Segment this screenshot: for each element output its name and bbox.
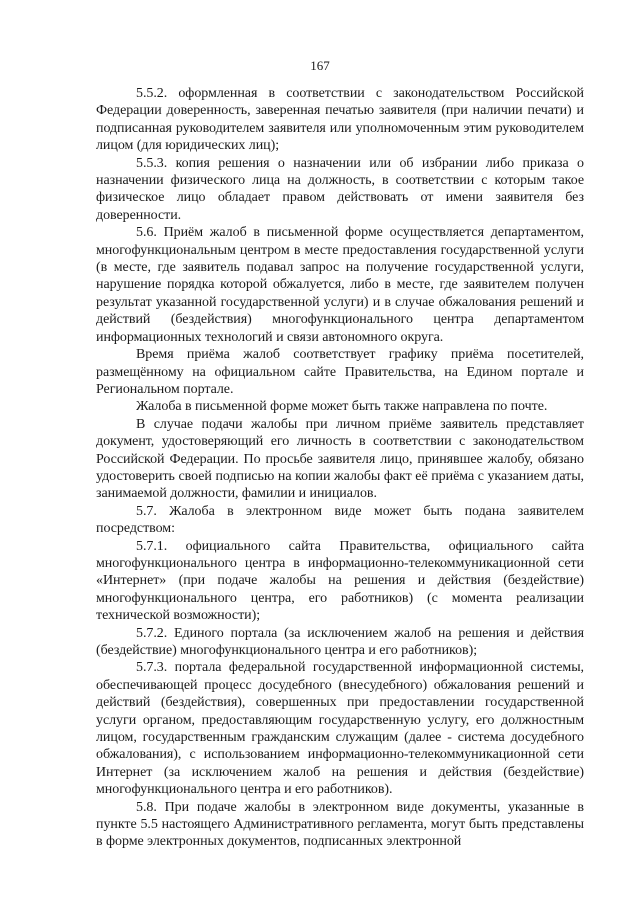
paragraph-5-7-2: 5.7.2. Единого портала (за исключением жалоб на решения и действия (бездействие) многофункционального центра и его работников); <box>96 625 584 658</box>
paragraph-5-7-1: 5.7.1. официального сайта Правительства, официального сайта многофункционального центра в информационно-телекоммуникационной сети «Интернет» (при подаче жалобы на решения и действия (бездействие) многофункционального центра, его работников) (с момента реализации технической возможности); <box>96 538 584 624</box>
paragraph-5-8: 5.8. При подаче жалобы в электронном виде документы, указанные в пункте 5.5 настоящего Административного регламента, могут быть представлены в форме электронных документов, подписанных электронной <box>96 799 584 850</box>
paragraph-5-5-2: 5.5.2. оформленная в соответствии с законодательством Российской Федерации доверенность, заверенная печатью заявителя (при наличии печати) и подписанная руководителем заявителя или уполномоченным этим руководителем лицом (для юридических лиц); <box>96 86 584 154</box>
paragraph-postal-submission: Жалоба в письменной форме может быть также направлена по почте. <box>136 399 548 415</box>
paragraph-5-7-3: 5.7.3. портала федеральной государственной информационной системы, обеспечивающей процесс досудебного (внесудебного) обжалования решений и действий (бездействия), совершенных при предоставлении государственной услуги органом, предоставляющим государственную услугу, его должностным лицом, государственным гражданским служащим (далее - система досудебного обжалования), с использованием информационно-телекоммуникационной сети Интернет (за исключением жалоб на решения и действия (бездействие) многофункционального центра и его работников). <box>96 660 584 798</box>
paragraph-reception-schedule: Время приёма жалоб соответствует графику приёма посетителей, размещённому на официальном сайте Правительства, на Едином портале и Региональном портале. <box>96 347 584 397</box>
paragraph-5-6: 5.6. Приём жалоб в письменной форме осуществляется департаментом, многофункциональным центром в месте предоставления государственной услуги (в месте, где заявитель подавал запрос на получение государственной услуги, нарушение порядка которой обжалуется, либо в месте, где заявителем получен результат указанной государственной услуги) и в случае обжалования решений и действий (бездействия) многофункционального центра департаментом информационных технологий и связи автономного округа. <box>96 225 584 345</box>
document-body <box>96 85 584 851</box>
paragraph-5-5-3: 5.5.3. копия решения о назначении или об избрании либо приказа о назначении физического лица на должность, в соответствии с которым такое физическое лицо обладает правом действовать от имени заявителя без доверенности. <box>96 155 584 223</box>
paragraph-5-7: 5.7. Жалоба в электронном виде может быть подана заявителем посредством: <box>96 503 584 537</box>
paragraph-personal-submission: В случае подачи жалобы при личном приёме заявитель представляет документ, удостоверяющий его личность в соответствии с законодательством Российской Федерации. По просьбе заявителя лицо, принявшее жалобу, обязано удостоверить своей подписью на копии жалобы факт её приёма с указанием даты, занимаемой должности, фамилии и инициалов. <box>96 416 584 502</box>
page-number: 167 <box>310 58 330 73</box>
